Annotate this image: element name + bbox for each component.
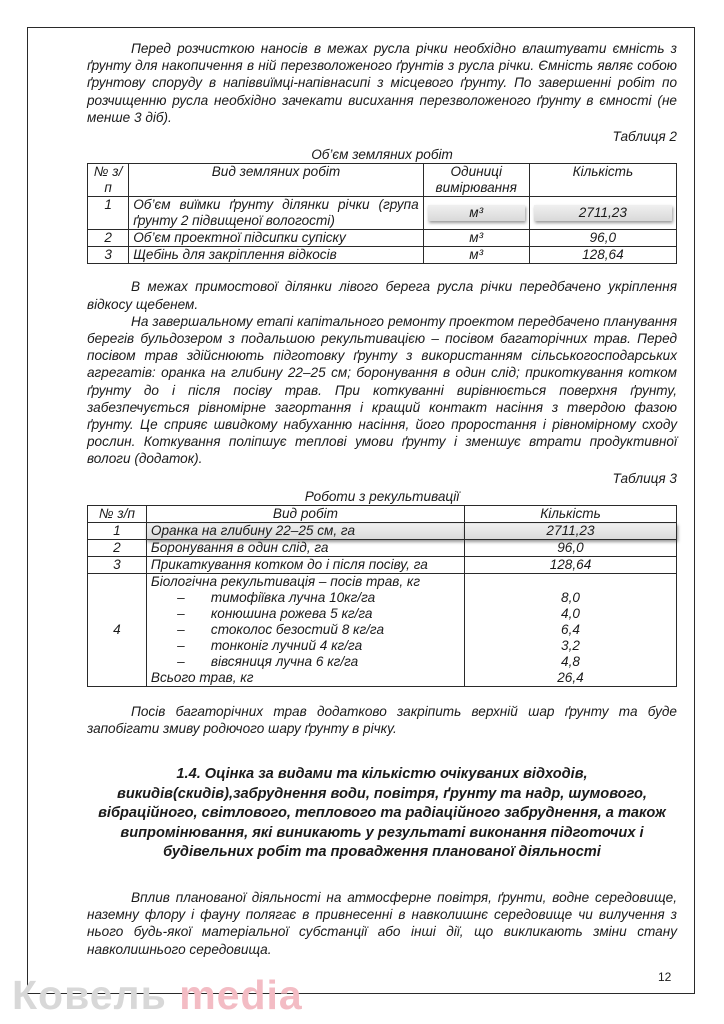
quantity: 96,0 (529, 230, 676, 247)
table-row (88, 197, 677, 230)
table-2 (87, 163, 677, 264)
list-item (151, 622, 460, 638)
work-type: Прикаткування котком до і після посіву, га (146, 557, 464, 574)
table-row (88, 557, 677, 574)
quantity: 4,0 (561, 606, 580, 622)
section-heading: 1.4. Оцінка за видами та кількістю очікуваних відходів, викидів(скидів),забруднення води, повітря, ґрунту та надр, шумового, вібраційного, світлового, теплового та радіаційного забруднення, а також випромінювання, які виникають у результаті виконання підготочих і будівельних робіт та провадження планованої діяльності (98, 766, 666, 861)
table-2-title: Об’єм земляних робіт (311, 147, 453, 163)
list-item (151, 654, 460, 670)
grass-name: стоколос безостий 8 кг/га (210, 622, 385, 638)
quantity: 2711,23 (534, 205, 672, 221)
header-cell: Кількість (464, 506, 676, 523)
grass-name: вівсяниця лучна 6 кг/га (210, 654, 359, 670)
header-cell: № з/п (88, 164, 129, 197)
dash-mark: – (177, 654, 185, 670)
table-header-row (88, 506, 677, 523)
list-item (151, 590, 460, 606)
header-cell: Кількість (529, 164, 676, 197)
watermark-logo (12, 972, 303, 1019)
quantity: 4,8 (561, 654, 580, 670)
row-number: 3 (88, 557, 147, 574)
total-label: Всього трав, кг (150, 670, 254, 686)
row-number: 1 (88, 523, 147, 540)
page-number: 12 (658, 970, 672, 984)
paragraph-1: Перед розчисткою наносів в межах русла річки необхідно влаштувати ємність з ґрунту для накопичення в ній перезволоженого ґрунтів з русла річки. Ємність являє собою ґрунтову споруду в напіввиїмці-напівнасипі з місцевого ґрунту. По завершенні робіт по розчищенню русла необхідно зачекати висихання перезволоженого ґрунту в ємності (не менше 3 діб). (87, 41, 677, 125)
header-cell: № з/п (88, 506, 147, 523)
table-row (88, 540, 677, 557)
table-3 (87, 505, 677, 687)
document-body (87, 40, 677, 958)
table-row (88, 574, 677, 687)
dash-mark: – (177, 638, 185, 654)
grass-name: тимофіївка лучна 10кг/га (210, 590, 376, 606)
unit-value: м³ (423, 230, 529, 247)
watermark-text: Ковель (12, 972, 167, 1018)
table-row (88, 523, 677, 540)
table-header-row (88, 164, 677, 197)
quantity-group (464, 574, 676, 687)
work-type: Боронування в один слід, га (146, 540, 464, 557)
list-item (151, 638, 460, 654)
row-number: 1 (88, 197, 129, 230)
list-item (151, 606, 460, 622)
table-3-label: Таблиця 3 (612, 470, 677, 486)
row-number: 3 (88, 247, 129, 264)
dash-mark: – (177, 590, 185, 606)
quantity: 6,4 (561, 622, 580, 638)
work-type: Об’єм проектної підсипки супіску (129, 230, 424, 247)
header-cell: Вид земляних робіт (129, 164, 424, 197)
unit-cell (423, 197, 529, 230)
paragraph-4: Посів багаторічних трав додатково закріпить верхній шар ґрунту та буде запобігати змиву родючого шару ґрунту в річку. (87, 704, 677, 737)
table-row (88, 230, 677, 247)
paragraph-2: В межах примостової ділянки лівого берега русла річки передбачено укріплення відкосу щебенем. (87, 279, 677, 312)
row-number: 4 (88, 574, 147, 687)
header-cell: Вид робіт (146, 506, 464, 523)
quantity: 8,0 (561, 590, 580, 606)
total-quantity: 26,4 (557, 670, 584, 686)
quantity: 128,64 (464, 557, 676, 574)
quantity: 3,2 (561, 638, 580, 654)
group-title: Біологічна рекультивація – посів трав, кг (150, 574, 421, 590)
grass-name: конюшина рожева 5 кг/га (210, 606, 373, 622)
work-type: Щебінь для закріплення відкосів (129, 247, 424, 264)
dash-mark: – (177, 622, 185, 638)
quantity: 2711,23 (464, 523, 676, 540)
work-type-group (146, 574, 464, 687)
table-3-title: Роботи з рекультивації (304, 488, 460, 504)
paragraph-3: На завершальному етапі капітального ремонту проектом передбачено планування берегів бульдозером з подальшою рекультивацією – посівом багаторічних трав. Перед посівом трав здійснюють підготовку ґрунту з використанням сільськогосподарських агрегатів: оранка на глибину 22–25 см; боронування в один слід; прикоткування котком ґрунту до і після посіву трав. При коткуванні вирівнюється поверхня ґрунту, забезпечується рівномірне загортання і кращий контакт насіння з твердою фазою ґрунту. Це сприяє швидкому набуханню насіння, його проростання і рівномірному сходу рослин. Коткування поліпшує теплові умови ґрунту і зменшує втрати продуктивної вологи (додаток). (87, 313, 677, 467)
quantity: 128,64 (529, 247, 676, 264)
qty-cell (529, 197, 676, 230)
dash-mark: – (177, 606, 185, 622)
work-type: Оранка на глибину 22–25 см, га (146, 523, 464, 540)
table-2-label: Таблиця 2 (612, 129, 677, 145)
work-type: Об’єм виїмки ґрунту ділянки річки (група ґрунту 2 підвищеної вологості) (129, 197, 424, 230)
row-number: 2 (88, 540, 147, 557)
grass-name: тонконіг лучний 4 кг/га (210, 638, 363, 654)
row-number: 2 (88, 230, 129, 247)
header-cell: Одиниці вимірювання (423, 164, 529, 197)
unit-value: м³ (423, 247, 529, 264)
paragraph-5: Вплив планованої діяльності на атмосферне повітря, ґрунти, водне середовище, наземну флору і фауну полягає в привнесенні в навколишнє середовище чи вилучення з нього будь-якої матеріальної субстанції або інші дії, що викликають зміни стану навколишнього середовища. (87, 889, 677, 957)
unit-value: м³ (428, 205, 525, 221)
watermark-text-accent: media (179, 972, 303, 1018)
table-row (88, 247, 677, 264)
quantity: 96,0 (464, 540, 676, 557)
